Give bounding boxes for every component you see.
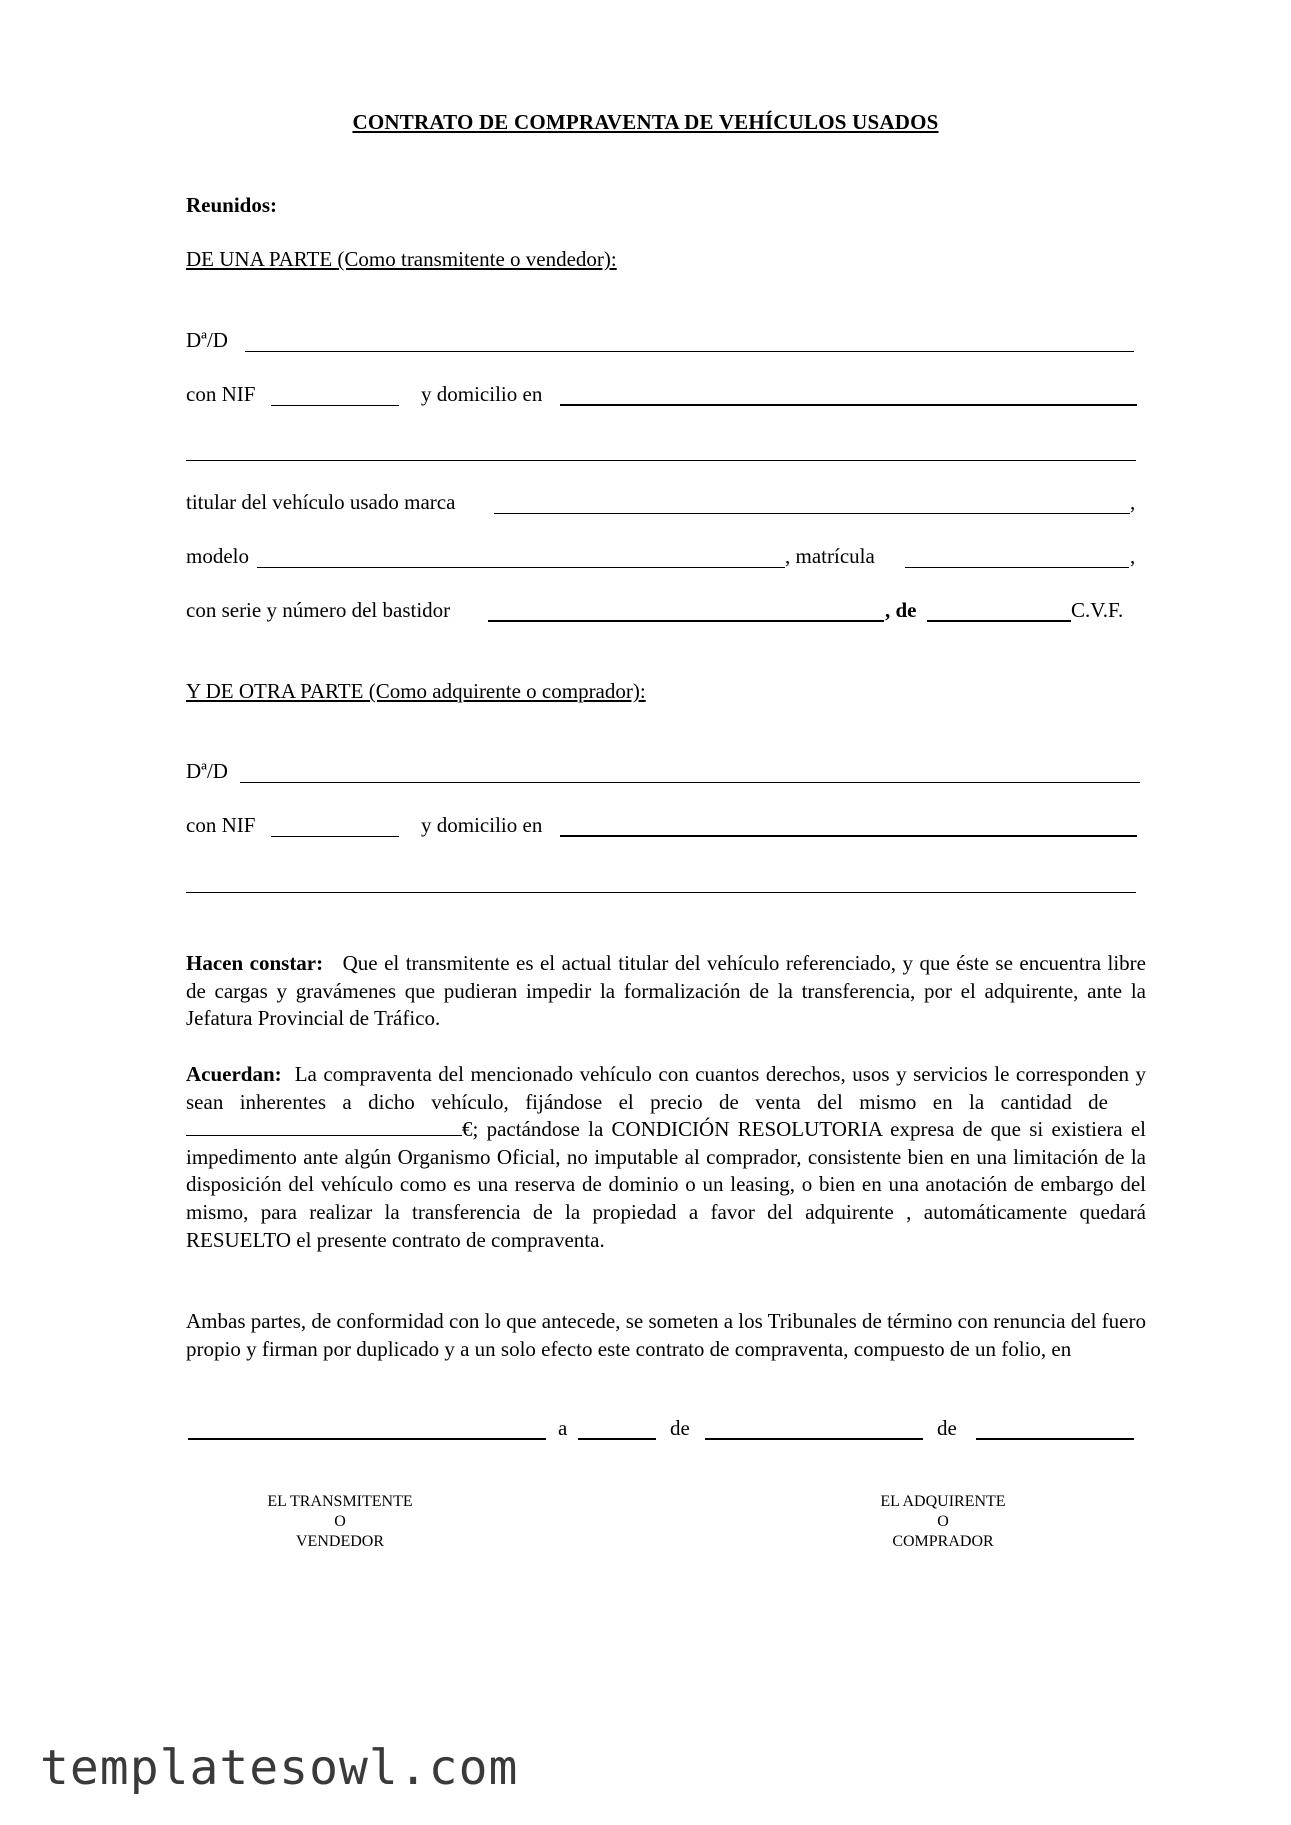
seller-signature-block [220,1492,460,1552]
reunidos-line [186,192,1138,220]
bastidor-de-label: , de [885,598,917,622]
vehicle-modelo-field[interactable] [257,567,785,568]
buyer-signature-line-1: EL ADQUIRENTE [880,1493,1006,1510]
seller-signature-line-2: O [334,1513,346,1530]
ambas-partes-text: Ambas partes, de conformidad con lo que antecede, se someten a los Tribunales de término con renuncia del fuero propio y firman por duplicado y a un solo efecto este contrato de compraventa, compuesto de un folio, en [186,1309,1146,1361]
buyer-domicilio-field[interactable] [560,835,1137,837]
marca-comma: , [1130,490,1136,514]
buyer-nif-label: con NIF [186,813,256,837]
month-field[interactable] [705,1438,923,1440]
buyer-address-field[interactable] [186,892,1136,893]
vehicle-marca-line [186,489,1138,517]
seller-signature-line-3: VENDEDOR [296,1533,384,1550]
seller-name-label: Dª/D [186,328,228,352]
year-field[interactable] [976,1438,1134,1440]
hacen-constar-text: Que el transmitente es el actual titular del vehículo referenciado, y que éste se encuentra libre de cargas y gravámenes que pudieran impedir la formalización de la transferencia, por el adquirente, ante la Jefatura Provincial de Tráfico. [186,951,1146,1031]
buyer-address-line [186,868,1138,896]
date-de-label-2: de [937,1416,957,1440]
ambas-partes-paragraph [186,1308,1146,1363]
seller-nif-line [186,381,1138,409]
vehicle-modelo-line [186,543,1138,571]
acuerdan-label: Acuerdan: [186,1062,282,1086]
seller-address-field[interactable] [186,460,1136,461]
price-field[interactable] [186,1117,462,1136]
day-field[interactable] [578,1438,656,1440]
seller-heading: DE UNA PARTE (Como transmitente o vendedor): [186,247,617,271]
seller-nif-label: con NIF [186,382,256,406]
buyer-name-field[interactable] [240,782,1140,783]
vehicle-matricula-label: , matrícula [785,544,875,568]
buyer-domicilio-label: y domicilio en [421,813,543,837]
buyer-signature-line-3: COMPRADOR [892,1533,994,1550]
watermark-text: templatesowl.com [40,1740,519,1796]
acuerdan-paragraph [186,1061,1146,1254]
reunidos-heading: Reunidos: [186,193,278,217]
acuerdan-text-after: €; pactándose la CONDICIÓN RESOLUTORIA expresa de que si existiera el impedimento ante algún Organismo Oficial, no imputable al comprador, consistente bien en una limitación de la disposición del vehículo como es una reserva de dominio o un leasing, o bien en una anotación de embargo del mismo, para realizar la transferencia de la propiedad a favor del adquirente , automáticamente quedará RESUELTO el presente contrato de compraventa. [186,1117,1146,1252]
seller-heading-line [186,246,1138,274]
document-title: CONTRATO DE COMPRAVENTA DE VEHÍCULOS USADOS [352,110,939,134]
seller-signature-line-1: EL TRANSMITENTE [267,1493,413,1510]
hacen-constar-paragraph [186,950,1146,1033]
seller-name-line [186,327,1138,355]
buyer-nif-field[interactable] [271,836,399,837]
cvf-label: C.V.F. [1071,598,1124,622]
buyer-nif-line [186,812,1138,840]
matricula-comma: , [1130,544,1136,568]
vehicle-modelo-label: modelo [186,544,249,568]
seller-address-line [186,436,1138,464]
buyer-heading: Y DE OTRA PARTE (Como adquirente o comprador): [186,679,646,703]
buyer-heading-line [186,678,1138,706]
buyer-signature-block [823,1492,1063,1552]
vehicle-bastidor-field[interactable] [488,620,884,622]
acuerdan-text-before: La compraventa del mencionado vehículo con cuantos derechos, usos y servicios le corresponden y sean inherentes a dicho vehículo, fijándose el precio de venta del mismo en la cantidad de [186,1062,1147,1114]
vehicle-matricula-field[interactable] [905,567,1129,568]
buyer-signature-line-2: O [937,1513,949,1530]
date-place-line [186,1415,1138,1443]
vehicle-bastidor-line [186,597,1138,625]
vehicle-marca-label: titular del vehículo usado marca [186,490,456,514]
buyer-name-label: Dª/D [186,759,228,783]
vehicle-bastidor-label: con serie y número del bastidor [186,598,451,622]
buyer-name-line [186,758,1138,786]
seller-domicilio-label: y domicilio en [421,382,543,406]
place-field[interactable] [188,1438,546,1440]
seller-name-field[interactable] [245,351,1134,352]
seller-domicilio-field[interactable] [560,404,1137,406]
vehicle-marca-field[interactable] [494,513,1130,514]
date-a-label: a [558,1416,568,1440]
hacen-constar-label: Hacen constar: [186,951,324,975]
vehicle-cvf-field[interactable] [927,620,1071,622]
seller-nif-field[interactable] [271,405,399,406]
date-de-label-1: de [670,1416,690,1440]
